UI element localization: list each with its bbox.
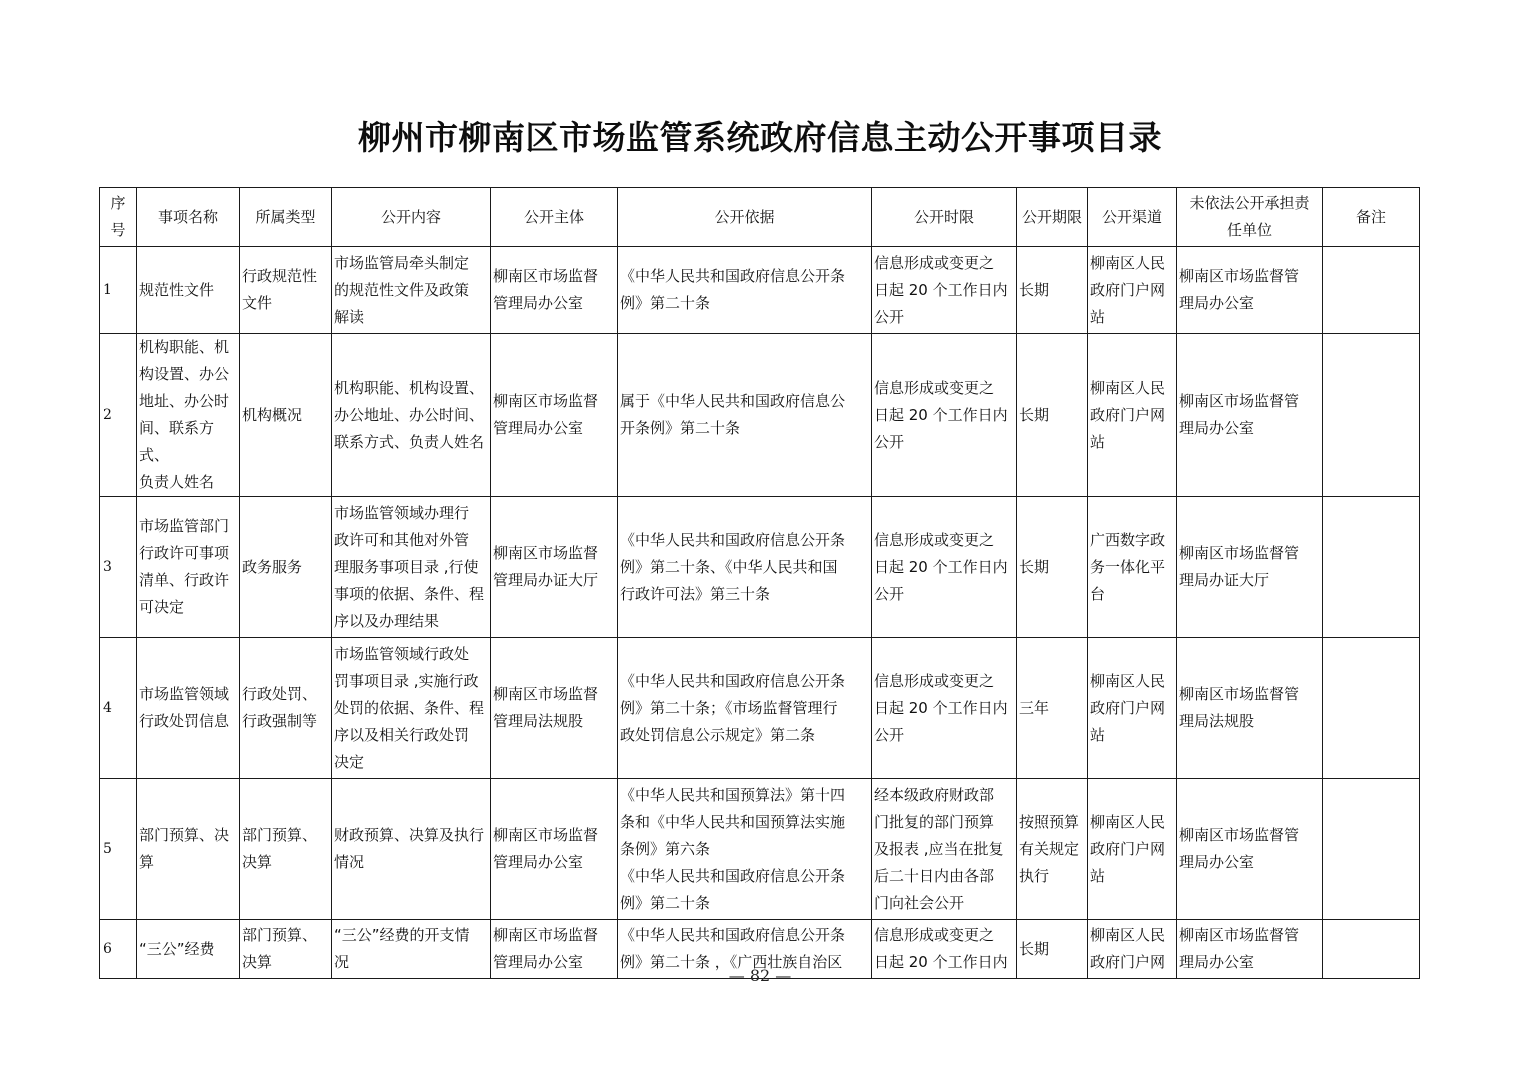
table-row [100, 334, 1420, 497]
cell-time-limit: 信息形成或变更之 日起 20 个工作日内 公开 [872, 247, 1017, 334]
cell-content: 机构职能、机构设置、 办公地址、办公时间、 联系方式、负责人姓名 [332, 334, 491, 497]
cell-period: 按照预算 有关规定 执行 [1017, 779, 1088, 920]
col-header-content: 公开内容 [332, 188, 491, 247]
cell-channel: 柳南区人民 政府门户网 站 [1088, 779, 1177, 920]
col-header-period: 公开期限 [1017, 188, 1088, 247]
cell-time-limit: 经本级政府财政部 门批复的部门预算 及报表 ,应当在批复 后二十日内由各部 门向社会公开 [872, 779, 1017, 920]
cell-channel: 柳南区人民 政府门户网 [1088, 920, 1177, 979]
cell-subject: 柳南区市场监督 管理局办公室 [491, 334, 618, 497]
cell-category: 部门预算、 决算 [240, 920, 332, 979]
cell-item-name: “三公”经费 [137, 920, 240, 979]
cell-no: 2 [100, 334, 137, 497]
cell-content: 市场监管领域行政处 罚事项目录 ,实施行政 处罚的依据、条件、程 序以及相关行政处罚 决定 [332, 638, 491, 779]
cell-content: 市场监管领域办理行 政许可和其他对外管 理服务事项目录 ,行使 事项的依据、条件、程 序以及办理结果 [332, 497, 491, 638]
cell-no: 6 [100, 920, 137, 979]
col-header-item-name: 事项名称 [137, 188, 240, 247]
cell-category: 政务服务 [240, 497, 332, 638]
cell-category: 部门预算、 决算 [240, 779, 332, 920]
cell-remark [1323, 638, 1420, 779]
col-header-basis: 公开依据 [618, 188, 872, 247]
cell-basis: 《中华人民共和国政府信息公开条 例》第二十条；《市场监督管理行 政处罚信息公示规定》第二条 [618, 638, 872, 779]
cell-time-limit: 信息形成或变更之 日起 20 个工作日内 [872, 920, 1017, 979]
cell-time-limit: 信息形成或变更之 日起 20 个工作日内 公开 [872, 497, 1017, 638]
col-header-remark: 备注 [1323, 188, 1420, 247]
table-header-row [100, 188, 1420, 247]
cell-time-limit: 信息形成或变更之 日起 20 个工作日内 公开 [872, 638, 1017, 779]
cell-responsible: 柳南区市场监督管 理局办公室 [1177, 334, 1323, 497]
cell-no: 3 [100, 497, 137, 638]
cell-channel: 柳南区人民 政府门户网 站 [1088, 247, 1177, 334]
page-number: — 82 — [728, 966, 792, 985]
cell-channel: 广西数字政 务一体化平 台 [1088, 497, 1177, 638]
cell-responsible: 柳南区市场监督管 理局办证大厅 [1177, 497, 1323, 638]
cell-remark [1323, 779, 1420, 920]
table-row [100, 497, 1420, 638]
disclosure-catalog-table [99, 187, 1420, 979]
cell-responsible: 柳南区市场监督管 理局办公室 [1177, 247, 1323, 334]
col-header-category: 所属类型 [240, 188, 332, 247]
col-header-no: 序 号 [100, 188, 137, 247]
cell-responsible: 柳南区市场监督管 理局法规股 [1177, 638, 1323, 779]
cell-remark [1323, 497, 1420, 638]
cell-category: 行政规范性 文件 [240, 247, 332, 334]
cell-subject: 柳南区市场监督 管理局办证大厅 [491, 497, 618, 638]
col-header-subject: 公开主体 [491, 188, 618, 247]
cell-category: 行政处罚、 行政强制等 [240, 638, 332, 779]
cell-subject: 柳南区市场监督 管理局法规股 [491, 638, 618, 779]
cell-item-name: 机构职能、机 构设置、办公 地址、办公时 间、联系方式、 负责人姓名 [137, 334, 240, 497]
cell-item-name: 规范性文件 [137, 247, 240, 334]
cell-period: 长期 [1017, 247, 1088, 334]
cell-subject: 柳南区市场监督 管理局办公室 [491, 247, 618, 334]
cell-basis: 《中华人民共和国政府信息公开条 例》第二十条 ，《广西壮族自治区 [618, 920, 872, 979]
cell-basis: 《中华人民共和国政府信息公开条 例》第二十条 [618, 247, 872, 334]
col-header-time-limit: 公开时限 [872, 188, 1017, 247]
cell-channel: 柳南区人民 政府门户网 站 [1088, 334, 1177, 497]
cell-no: 4 [100, 638, 137, 779]
cell-content: 财政预算、决算及执行 情况 [332, 779, 491, 920]
cell-responsible: 柳南区市场监督管 理局办公室 [1177, 779, 1323, 920]
cell-period: 长期 [1017, 334, 1088, 497]
cell-item-name: 市场监管领域 行政处罚信息 [137, 638, 240, 779]
col-header-channel: 公开渠道 [1088, 188, 1177, 247]
cell-basis: 《中华人民共和国政府信息公开条 例》第二十条、《中华人民共和国 行政许可法》第三十条 [618, 497, 872, 638]
cell-period: 长期 [1017, 497, 1088, 638]
cell-item-name: 市场监管部门 行政许可事项 清单、行政许 可决定 [137, 497, 240, 638]
cell-category: 机构概况 [240, 334, 332, 497]
cell-channel: 柳南区人民 政府门户网 站 [1088, 638, 1177, 779]
cell-content: 市场监管局牵头制定 的规范性文件及政策 解读 [332, 247, 491, 334]
cell-item-name: 部门预算、决 算 [137, 779, 240, 920]
col-header-responsible: 未依法公开承担责 任单位 [1177, 188, 1323, 247]
cell-basis: 属于《中华人民共和国政府信息公 开条例》第二十条 [618, 334, 872, 497]
cell-period: 长期 [1017, 920, 1088, 979]
cell-subject: 柳南区市场监督 管理局办公室 [491, 779, 618, 920]
table-row [100, 247, 1420, 334]
cell-remark [1323, 334, 1420, 497]
page-title: 柳州市柳南区市场监管系统政府信息主动公开事项目录 [358, 118, 1162, 157]
table-row [100, 638, 1420, 779]
cell-subject: 柳南区市场监督 管理局办公室 [491, 920, 618, 979]
cell-period: 三年 [1017, 638, 1088, 779]
table-row [100, 779, 1420, 920]
cell-responsible: 柳南区市场监督管 理局办公室 [1177, 920, 1323, 979]
cell-no: 1 [100, 247, 137, 334]
cell-time-limit: 信息形成或变更之 日起 20 个工作日内 公开 [872, 334, 1017, 497]
cell-remark [1323, 247, 1420, 334]
cell-basis: 《中华人民共和国预算法》第十四 条和《中华人民共和国预算法实施 条例》第六条 《中华人民共和国政府信息公开条 例》第二十条 [618, 779, 872, 920]
cell-no: 5 [100, 779, 137, 920]
cell-content: “三公”经费的开支情 况 [332, 920, 491, 979]
